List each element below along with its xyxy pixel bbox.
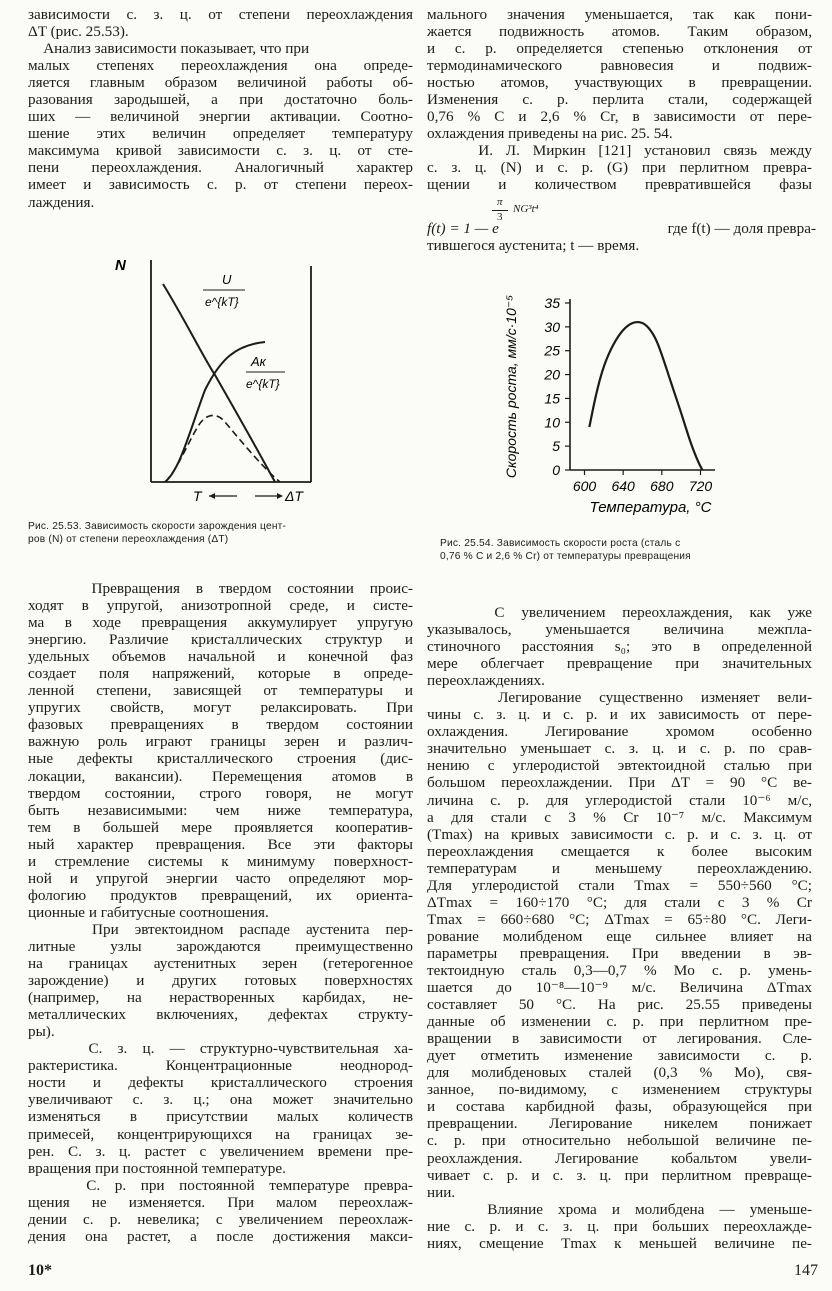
text-line: вращении в зависимости от легирования. Сле- xyxy=(427,1030,812,1048)
text-line: щении и количеством превратившейся фазы xyxy=(427,176,812,194)
y-tick-label: 0 xyxy=(552,462,560,478)
text-line: Для углеродистой стали Tmax = 550÷560 °С; xyxy=(427,876,812,894)
text-line: ниях, смещение Tmax к меньшей величине пе- xyxy=(427,1234,812,1252)
text-line: ной и упругой энергии часто определяют мор- xyxy=(28,869,413,887)
text-line: лаждения. xyxy=(28,193,95,211)
x-axis-right-label: ΔT xyxy=(285,488,303,504)
formula-exponent-rest: NG³t⁴ xyxy=(513,203,539,215)
text-line: и состава карбидной фазы, образующейся при xyxy=(427,1098,812,1116)
text-line: примесей, концентрирующихся на границах зе- xyxy=(28,1125,413,1143)
text-line: охлаждения. Легирование хромом особенно xyxy=(427,723,812,741)
text-line: щения не изменяется. При малом переохлаж- xyxy=(28,1193,413,1211)
text-line: фологию продуктов превращений, их ориента- xyxy=(28,886,413,904)
left-top-text xyxy=(28,6,413,211)
text-line: температурам и меньшему переохлаждению. xyxy=(427,859,812,877)
text-line: (например, на нерастворенных карбидах, не- xyxy=(28,989,413,1007)
text-line: значительно уменьшает с. з. ц. и с. р. по срав- xyxy=(427,740,812,758)
text-line: 0,76 % С и 2,6 % Cr, в зависимости от пере- xyxy=(427,108,812,126)
y-tick-label: 5 xyxy=(552,438,560,455)
right-top-text xyxy=(427,6,812,194)
text-line: шается до 10⁻⁸—10⁻⁹ м/с. Величина ΔTmax xyxy=(427,979,812,997)
figure-25-53-caption xyxy=(28,520,286,546)
text-line: Легирование существенно изменяет вели- xyxy=(427,689,812,707)
formula xyxy=(427,196,817,252)
text-line: указывалось, уменьшается величина межпла- xyxy=(427,621,812,639)
y-tick-label: 35 xyxy=(544,295,560,311)
text-line: превращении. Легирование никелем понижает xyxy=(427,1115,812,1133)
text-line: пени переохлаждения. Аналогичный характер xyxy=(28,159,413,177)
formula-tail: где f(t) — доля превра- xyxy=(667,220,816,237)
x-axis-label: Температура, °С xyxy=(589,499,712,516)
text-line: ный характер превращения. Все эти факторы xyxy=(28,835,413,853)
formula-exponent-bottom: 3 xyxy=(497,211,503,223)
x-tick-label: 720 xyxy=(688,478,713,494)
text-line: литные узлы зарождаются преимущественно xyxy=(28,937,413,955)
text-line: реохлаждения. Легирование кобальтом увели- xyxy=(427,1149,812,1167)
text-line: ры). xyxy=(28,1023,55,1041)
arrow-right-head xyxy=(277,493,283,499)
text-line: ходят в упругой, анизотропной среде, и систе- xyxy=(28,597,413,615)
text-line: с. р. при относительно небольшой величине пе- xyxy=(427,1132,812,1150)
text-line: малых степенях переохлаждения она опреде- xyxy=(28,57,413,75)
text-line: С. з. ц. — структурно-чувствительная ха- xyxy=(28,1040,413,1058)
text-line: нению с углеродистой эвтектоидной сталью при xyxy=(427,757,812,775)
y-tick-label: 10 xyxy=(544,414,560,431)
x-tick-label: 600 xyxy=(572,478,597,494)
arrow-left-head xyxy=(209,493,215,499)
text-line: ма в ходе превращения аккумулирует упругую xyxy=(28,614,413,632)
text-line: твердом состоянии, строго говоря, не могут xyxy=(28,784,413,802)
signature-mark: 10* xyxy=(28,1262,52,1279)
text-line: тем в большей мере проявляется кооператив- xyxy=(28,818,413,836)
caption-line: 0,76 % С и 2,6 % Cr) от температуры превращения xyxy=(440,551,691,562)
curve1-denominator: e^{kT} xyxy=(205,295,239,309)
text-line: ΔT (рис. 25.53). xyxy=(28,23,129,41)
text-line: шение этих величин определяет температуру xyxy=(28,125,413,143)
text-line: разования зародышей, а при достаточно боль- xyxy=(28,91,413,109)
text-line: тектоидную сталь 0,3—0,7 % Mo с. р. умень- xyxy=(427,961,812,979)
text-line: Превращения в твердом состоянии проис- xyxy=(28,580,413,597)
text-line: ные дефекты кристаллического строения (дис- xyxy=(28,750,413,768)
curve2-numerator: Aк xyxy=(251,354,266,369)
text-line: для молибденовых сталей (0,3 % Mo), свя- xyxy=(427,1064,812,1082)
text-line: ΔTmax = 160÷170 °С; для стали с 3 % Cr xyxy=(427,893,812,911)
text-line: Изменения с. р. перлита стали, содержащей xyxy=(427,91,812,109)
text-line: быть независимыми: чем ниже температура, xyxy=(28,801,413,819)
text-line: параметры превращения. При введении в эв- xyxy=(427,944,812,962)
text-line: мального значения уменьшается, так как пони- xyxy=(427,6,812,23)
y-tick-label: 25 xyxy=(544,342,560,359)
text-line: ленной степени, зависящей от температуры и xyxy=(28,682,413,700)
text-line: дении с. р. невелика; с увеличением переохлаж- xyxy=(28,1210,413,1228)
text-line: рактеристика. Концентрационные неоднород- xyxy=(28,1057,413,1075)
text-line: занное, по-видимому, с изменением структуры xyxy=(427,1081,812,1099)
y-axis-label: N xyxy=(115,257,126,274)
caption-line: Рис. 25.54. Зависимость скорости роста (сталь с xyxy=(440,538,681,549)
text-line: рование молибденом еще сильнее влияет на xyxy=(427,927,812,945)
text-line: ляется главным образом величиной работы об- xyxy=(28,74,413,92)
left-bottom-text xyxy=(28,580,413,1245)
text-line: упругих свойств, могут релаксировать. При xyxy=(28,699,413,717)
text-line: удельных объемов начальной и конечной фаз xyxy=(28,648,413,666)
text-line: С увеличением переохлаждения, как уже xyxy=(427,604,812,621)
text-line: составляет 50 °С. На рис. 25.55 приведены xyxy=(427,996,812,1014)
text-line: дения она растет, а после достижения макси- xyxy=(28,1227,413,1245)
text-line: рен. С. з. ц. растет с увеличением времени пре- xyxy=(28,1142,413,1160)
text-line: мере облегчает превращение при значительных xyxy=(427,655,812,673)
x-tick-label: 640 xyxy=(611,478,635,494)
right-bottom-text xyxy=(427,604,812,1252)
text-line: металлических включениях, дефектах структу- xyxy=(28,1006,413,1024)
figure-25-53 xyxy=(105,250,335,510)
formula-exponent-top: π xyxy=(497,196,503,208)
text-line: с. з. ц. (N) и с. р. (G) при перлитном превра- xyxy=(427,159,812,177)
text-line: создает поля напряжений, которые в опреде- xyxy=(28,665,413,683)
text-line: Анализ зависимости показывает, что при xyxy=(28,40,310,58)
text-line: локации, вакансии). Перемещения атомов в xyxy=(28,767,413,785)
text-line: имеет и зависимость с. р. от степени переох- xyxy=(28,176,413,194)
text-line: ционные и габитусные соотношения. xyxy=(28,903,269,921)
y-axis-label: Скорость роста, мм/с·10⁻⁵ xyxy=(503,294,519,479)
text-line: И. Л. Миркин [121] установил связь между xyxy=(427,142,812,160)
curve1-numerator: U xyxy=(222,272,232,287)
formula-line2: тившегося аустенита; t — время. xyxy=(427,237,640,254)
y-tick-label: 15 xyxy=(544,390,560,407)
text-line: фазовых превращениях в твердом состоянии xyxy=(28,716,413,734)
text-line: ности и дефекты кристаллического строения xyxy=(28,1074,413,1092)
text-line: ностью атомов, участвующих в превращении. xyxy=(427,74,812,92)
text-line: охлаждения приведены на рис. 25. 54. xyxy=(427,125,673,143)
text-line: зависимости с. з. ц. от степени переохлаждения xyxy=(28,6,413,23)
text-line: (Tmax) на кривых зависимости с. р. и с. з. ц. от xyxy=(427,825,812,843)
x-tick-label: 680 xyxy=(650,478,674,494)
text-line: При эвтектоидном распаде аустенита пер- xyxy=(28,920,413,938)
text-line: Влияние хрома и молибдена — уменьше- xyxy=(427,1200,812,1218)
text-line: жается подвижность атомов. Таким образом, xyxy=(427,23,812,41)
text-line: переохлаждениях. xyxy=(427,672,545,690)
text-line: и с. р. определяется степенью отклонения от xyxy=(427,40,812,58)
text-line: максимума кривой зависимости с. з. ц. от сте- xyxy=(28,142,413,160)
text-line: С. р. при постоянной температуре превра- xyxy=(28,1176,413,1194)
text-line: ние с. р. и с. з. ц. при больших переохлажде- xyxy=(427,1217,812,1235)
text-line: изменяться в присутствии малых количеств xyxy=(28,1108,413,1126)
caption-line: Рис. 25.53. Зависимость скорости зарождения цент- xyxy=(28,521,287,532)
text-line: Tmax = 660÷680 °С; ΔTmax = 65÷80 °С. Леги- xyxy=(427,910,812,928)
text-line: ших — величиной энергии активации. Соотно- xyxy=(28,108,413,126)
figure-25-54-caption xyxy=(440,537,691,563)
page-number: 147 xyxy=(794,1262,818,1279)
series-line xyxy=(589,322,702,470)
text-line: чины с. з. ц. и с. р. и их зависимость от пере- xyxy=(427,706,812,724)
text-line: большом переохлаждении. При ΔT = 90 °С ве- xyxy=(427,774,812,792)
text-line: и стремление системы к минимуму поверхност- xyxy=(28,852,413,870)
text-line: нии. xyxy=(427,1183,456,1201)
text-line: дует отметить изменение зависимости с. р. xyxy=(427,1047,812,1065)
text-line: увеличивают с. з. ц.; она может значительно xyxy=(28,1091,413,1109)
text-line: термодинамического равновесия и подвиж- xyxy=(427,57,812,75)
text-line: стиночного расстояния s₀; это в определенной xyxy=(427,638,812,656)
caption-line: ров (N) от степени переохлаждения (ΔT) xyxy=(28,534,229,545)
text-line: личина с. р. для углеродистой стали 10⁻⁶ м/с, xyxy=(427,791,812,809)
text-line: энергию. Различие кристаллических структур и xyxy=(28,631,413,649)
figure-25-54-chart xyxy=(490,285,730,525)
text-line: чивает с. р. и с. з. ц. при перлитном превраще- xyxy=(427,1166,812,1184)
y-tick-label: 30 xyxy=(544,318,560,335)
curve-dashed xyxy=(165,415,280,482)
text-line: переохлаждения смещается к более высоким xyxy=(427,842,812,860)
formula-lhs: f(t) = 1 — e xyxy=(427,220,499,237)
text-line: вращения при постоянной температуре. xyxy=(28,1159,286,1177)
x-axis-left-label: T xyxy=(193,488,202,504)
text-line: зарождение) и других готовых поверхностях xyxy=(28,972,413,990)
text-line: данные об изменении с. р. при перлитном пре- xyxy=(427,1013,812,1031)
y-tick-label: 20 xyxy=(544,366,560,383)
curve2-denominator: e^{kT} xyxy=(246,377,280,391)
text-line: на границах аустенитных зерен (гетерогенное xyxy=(28,955,413,973)
text-line: а для стали с 3 % Cr 10⁻⁷ м/с. Максимум xyxy=(427,808,812,826)
text-line: важную роль играют границы зерен и различ- xyxy=(28,733,413,751)
